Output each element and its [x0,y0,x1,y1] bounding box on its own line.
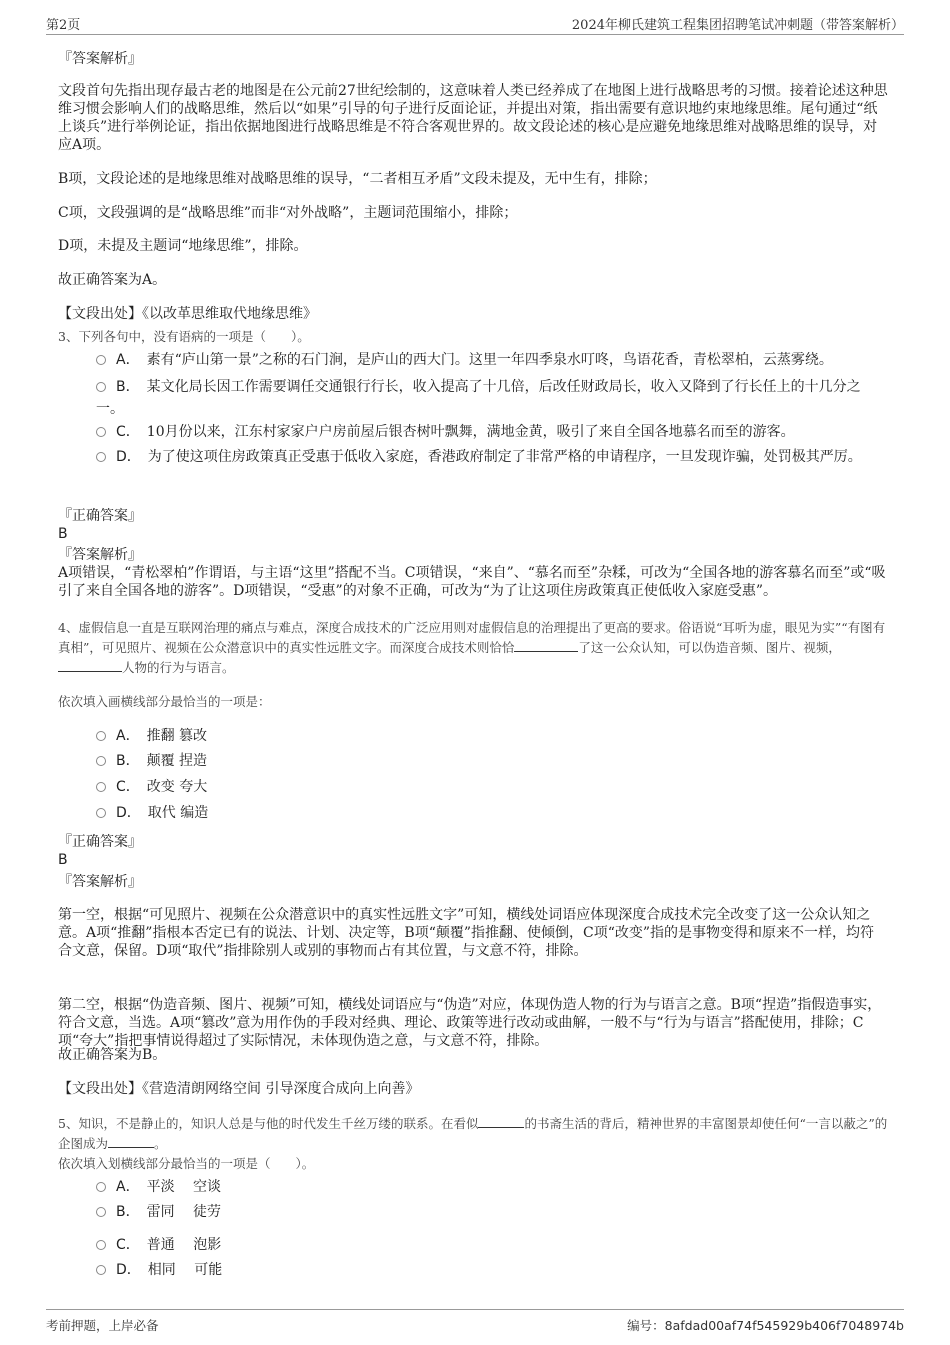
option-a[interactable]: A． 素有“庐山第一景”之称的石门涧，是庐山的西大门。这里一年四季泉水叮咚，鸟语花香，青松翠柏，云蒸雾绕。 [96,349,886,371]
source-citation: 【文段出处】《营造清朗网络空间 引导深度合成向上向善》 [58,1081,420,1097]
fill-blank [514,639,578,652]
radio-icon[interactable] [96,355,106,365]
radio-icon[interactable] [96,756,106,766]
option-c[interactable]: C． 改变 夸大 [96,776,886,798]
correct-answer: B [58,852,68,868]
analysis-paragraph: D项，未提及主题词“地缘思维”，排除。 [58,238,308,254]
question-prompt: 依次填入画横线部分最恰当的一项是： [58,694,271,709]
question-prompt: 依次填入划横线部分最恰当的一项是（ ）。 [58,1156,315,1171]
radio-icon[interactable] [96,1207,106,1217]
analysis-label: 『答案解析』 [58,547,142,563]
analysis-label: 『答案解析』 [58,51,142,67]
radio-icon[interactable] [96,452,106,462]
question-stem: 4、虚假信息一直是互联网治理的痛点与难点，深度合成技术的广泛应用则对虚假信息的治理提出了更高的要求。俗语说“耳听为虚，眼见为实”“有图有真相”，可见照片、视频在公众潜意识中的真实性远胜文字。而深度合成技术则恰恰 了这一公众认知，可以伪造音频、图片、视频，人物的行为与语言。 [58,620,886,675]
radio-icon[interactable] [96,782,106,792]
option-c[interactable]: C． 普通 泡影 [96,1234,886,1256]
source-citation: 【文段出处】《以改革思维取代地缘思维》 [58,306,317,322]
question-stem: 3、下列各句中，没有语病的一项是（ ）。 [58,329,310,344]
analysis-paragraph: 第一空，根据“可见照片、视频在公众潜意识中的真实性远胜文字”可知，横线处词语应体现深度合成技术完全改变了这一公众认知之意。A项“推翻”指根本否定已有的说法、计划、决定等，B项“颠覆”指推翻、使倾倒，C项“改变”指的是事物变得和原来不一样，均符合文意，保留。D项“取代”指排除别人或别的事物而占有其位置，与文意不符，排除。 [58,907,875,959]
option-d[interactable]: D． 为了使这项住房政策真正受惠于低收入家庭，香港政府制定了非常严格的申请程序，一旦发现诈骗，处罚极其严厉。 [96,446,886,468]
analysis-paragraph: A项错误，“青松翠柏”作谓语，与主语“这里”搭配不当。C项错误，“来自”、“慕名而至”杂糅，可改为“全国各地的游客慕名而至”或“吸引了来自全国各地的游客”。D项错误，“受惠”的对象不正确，可改为“为了让这项住房政策真正使低收入家庭受惠”。 [58,565,886,599]
correct-answer: B [58,526,68,542]
radio-icon[interactable] [96,1182,106,1192]
radio-icon[interactable] [96,808,106,818]
analysis-paragraph: C项，文段强调的是“战略思维”而非“对外战略”，主题词范围缩小，排除； [58,205,518,221]
option-d[interactable]: D． 取代 编造 [96,802,886,824]
document-title: 2024年柳氏建筑工程集团招聘笔试冲刺题（带答案解析） [571,18,904,33]
fill-blank [478,1115,524,1128]
radio-icon[interactable] [96,1265,106,1275]
document-id: 编号：8afdad00af74f545929b406f7048974b [627,1318,904,1333]
option-a[interactable]: A． 推翻 篡改 [96,725,886,747]
radio-icon[interactable] [96,427,106,437]
question-stem: 5、知识，不是静止的，知识人总是与他的时代发生千丝万缕的联系。在看似 的书斋生活的背后，精神世界的丰富图景却使任何“一言以蔽之”的企图成为 。 [58,1116,888,1151]
radio-icon[interactable] [96,382,106,392]
option-d[interactable]: D． 相同 可能 [96,1259,886,1281]
fill-blank [108,1135,154,1148]
option-a[interactable]: A． 平淡 空谈 [96,1176,886,1198]
page-footer [46,1309,904,1334]
option-b[interactable]: B． 雷同 徒劳 [96,1201,886,1223]
option-b[interactable]: B． 颠覆 捏造 [96,750,886,772]
page-header [46,12,904,35]
radio-icon[interactable] [96,731,106,741]
analysis-paragraph: B项，文段论述的是地缘思维对战略思维的误导，“二者相互矛盾”文段未提及，无中生有，排除； [58,171,657,187]
analysis-label: 『答案解析』 [58,874,142,890]
correct-answer-label: 『正确答案』 [58,834,142,850]
correct-answer-label: 『正确答案』 [58,508,142,524]
fill-blank [58,659,122,672]
footer-slogan: 考前押题，上岸必备 [46,1318,159,1333]
radio-icon[interactable] [96,1240,106,1250]
page-number: 第2页 [46,18,81,33]
analysis-paragraph: 文段首句先指出现存最古老的地图是在公元前27世纪绘制的，这意味着人类已经养成了在地图上进行战略思考的习惯。接着论述这种思维习惯会影响人们的战略思维，然后以“如果”引导的句子进行反面论证，并提出对策，指出需要有意识地约束地缘思维。尾句通过“纸上谈兵”进行举例论证，指出依据地图进行战略思维是不符合客观世界的。故文段论述的核心是应避免地缘思维对战略思维的误导，对应A项。 [58,83,888,153]
analysis-paragraph: 第二空，根据“伪造音频、图片、视频”可知，横线处词语应与“伪造”对应，体现伪造人物的行为与语言之意。B项“捏造”指假造事实，符合文意，当选。A项“篡改”意为用作伪的手段对经典、理论、政策等进行改动或曲解，一般不与“行为与语言”搭配使用，排除；C项“夸大”指把事情说得超过了实际情况，未体现伪造之意，与文意不符，排除。 [58,997,882,1049]
final-answer: 故正确答案为A。 [58,272,167,288]
option-b[interactable]: B． 某文化局长因工作需要调任交通银行行长，收入提高了十几倍，后改任财政局长，收入又降到了行长任上的十几分之一。 [96,379,861,417]
final-answer: 故正确答案为B。 [58,1047,167,1063]
option-c[interactable]: C． 10月份以来，江东村家家户户房前屋后银杏树叶飘舞，满地金黄，吸引了来自全国各地慕名而至的游客。 [96,421,886,443]
